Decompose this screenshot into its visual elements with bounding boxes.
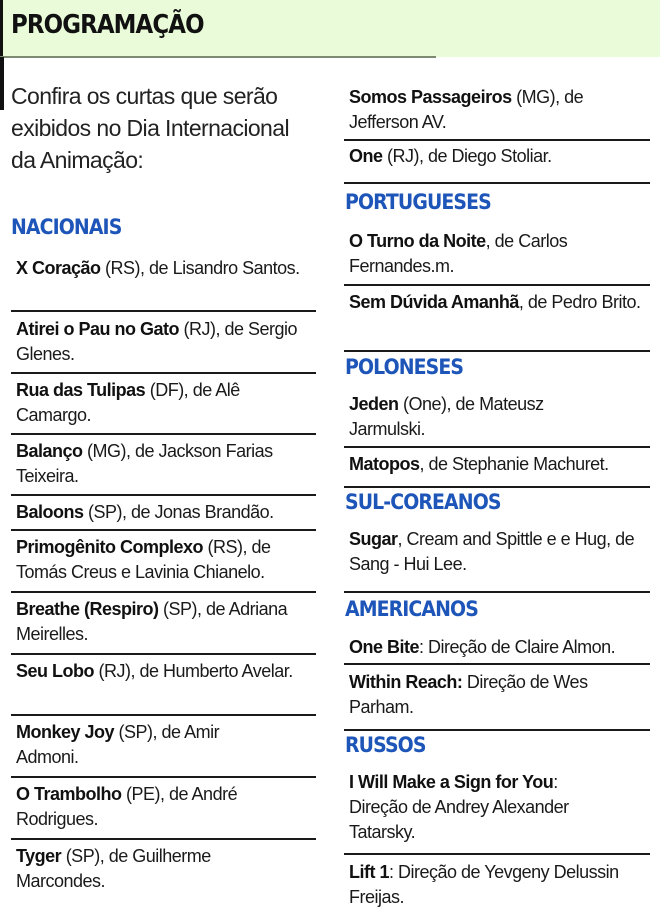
intro-text: Confira os curtas que serão exibidos no Dia Internacional da Animação: (11, 83, 289, 173)
header-accent-bar (0, 0, 3, 57)
film-details: (SP), de Adriana Meirelles. (16, 599, 288, 644)
divider (344, 486, 650, 488)
film-details: , de Carlos Fernandes.m. (349, 231, 568, 276)
section-title-russos: RUSSOS (345, 733, 426, 757)
film-details: : Direção de Claire Almon. (419, 637, 616, 657)
film-details: (RS), de Lisandro Santos. (100, 258, 300, 278)
film-title: Balanço (16, 441, 83, 461)
film-details: Direção de Wes Parham. (349, 672, 588, 717)
film-title: X Coração (16, 258, 101, 278)
film-title: Atirei o Pau no Gato (16, 319, 180, 339)
film-title: O Turno da Noite (349, 231, 486, 251)
divider (344, 663, 650, 665)
intro-accent-bar (0, 57, 4, 110)
divider (11, 529, 316, 531)
film-details: (One), de Mateusz Jarmulski. (349, 394, 544, 439)
list-item (349, 290, 649, 315)
divider (11, 838, 316, 840)
film-title: One (349, 146, 383, 166)
film-details: (RJ), de Sergio Glenes. (16, 319, 298, 364)
list-item (349, 452, 659, 477)
divider (11, 310, 316, 312)
divider (11, 653, 316, 655)
film-details: , de Pedro Brito. (518, 292, 641, 312)
film-details: (PE), de André Rodrigues. (16, 784, 238, 829)
film-title: Tyger (16, 846, 62, 866)
divider (11, 776, 316, 778)
film-details: (RJ), de Diego Stoliar. (382, 146, 552, 166)
list-item (349, 229, 619, 279)
list-item (349, 85, 629, 135)
film-details: (MG), de Jackson Farias Teixeira. (16, 441, 273, 486)
list-item (16, 659, 306, 684)
list-item (16, 256, 306, 281)
section-title-americanos: AMERICANOS (345, 597, 478, 621)
list-item (16, 782, 296, 832)
list-item (16, 597, 306, 647)
section-title-portugueses: PORTUGUESES (345, 190, 491, 214)
list-item (16, 535, 316, 585)
film-title: One Bite (349, 637, 420, 657)
list-item (16, 317, 306, 367)
page-title: PROGRAMAÇÃO (11, 10, 204, 40)
list-item (349, 860, 654, 910)
divider (344, 284, 650, 286)
film-title: Rua das Tulipas (16, 380, 146, 400)
section-title-sul-coreanos: SUL-COREANOS (345, 490, 501, 514)
divider (344, 350, 650, 352)
divider (11, 494, 316, 496)
list-item (349, 635, 659, 660)
header-band (0, 0, 660, 57)
list-item (349, 392, 599, 442)
film-title: Within Reach: (349, 672, 463, 692)
divider (344, 139, 650, 141)
film-title: Sugar (349, 529, 398, 549)
film-title: Jeden (349, 394, 399, 414)
film-details: : Direção de Andrey Alexander Tatarsky. (349, 772, 569, 842)
list-item (16, 439, 306, 489)
film-title: Primogênito Complexo (16, 537, 204, 557)
film-details: (SP), de Amir Admoni. (16, 722, 220, 767)
film-details: (SP), de Guilherme Marcondes. (16, 846, 211, 891)
divider (344, 853, 650, 855)
film-details: (SP), de Jonas Brandão. (83, 502, 274, 522)
divider (11, 433, 316, 435)
film-details: , de Stephanie Machuret. (419, 454, 609, 474)
list-item (16, 720, 266, 770)
film-title: Baloons (16, 502, 84, 522)
film-title: Breathe (Respiro) (16, 599, 159, 619)
film-details: (MG), de Jefferson AV. (349, 87, 584, 132)
divider (344, 182, 650, 184)
divider (11, 714, 316, 716)
list-item (349, 527, 649, 577)
film-title: Matopos (349, 454, 420, 474)
list-item (349, 770, 619, 845)
film-title: Somos Passageiros (349, 87, 512, 107)
divider (344, 729, 650, 731)
section-title-nacionais: NACIONAIS (11, 215, 122, 239)
divider (11, 372, 316, 374)
film-details: (DF), de Alê Camargo. (16, 380, 240, 425)
film-title: Seu Lobo (16, 661, 94, 681)
film-title: I Will Make a Sign for You (349, 772, 554, 792)
divider (11, 591, 316, 593)
divider (344, 591, 650, 593)
list-item (16, 378, 306, 428)
header-divider (0, 56, 436, 58)
list-item (349, 670, 629, 720)
film-details: (RS), de Tomás Creus e Lavinia Chianelo. (16, 537, 271, 582)
film-details: , Cream and Spittle e e Hug, de Sang - Hui Lee. (349, 529, 635, 574)
section-title-poloneses: POLONESES (345, 355, 464, 379)
film-title: Monkey Joy (16, 722, 115, 742)
film-details: : Direção de Yevgeny Delussin Freijas. (349, 862, 619, 907)
film-title: Sem Dúvida Amanhã (349, 292, 519, 312)
film-title: Lift 1 (349, 862, 389, 882)
film-title: O Trambolho (16, 784, 122, 804)
list-item (349, 144, 649, 169)
list-item (16, 500, 316, 525)
list-item (16, 844, 276, 894)
divider (344, 446, 650, 448)
film-details: (RJ), de Humberto Avelar. (94, 661, 293, 681)
